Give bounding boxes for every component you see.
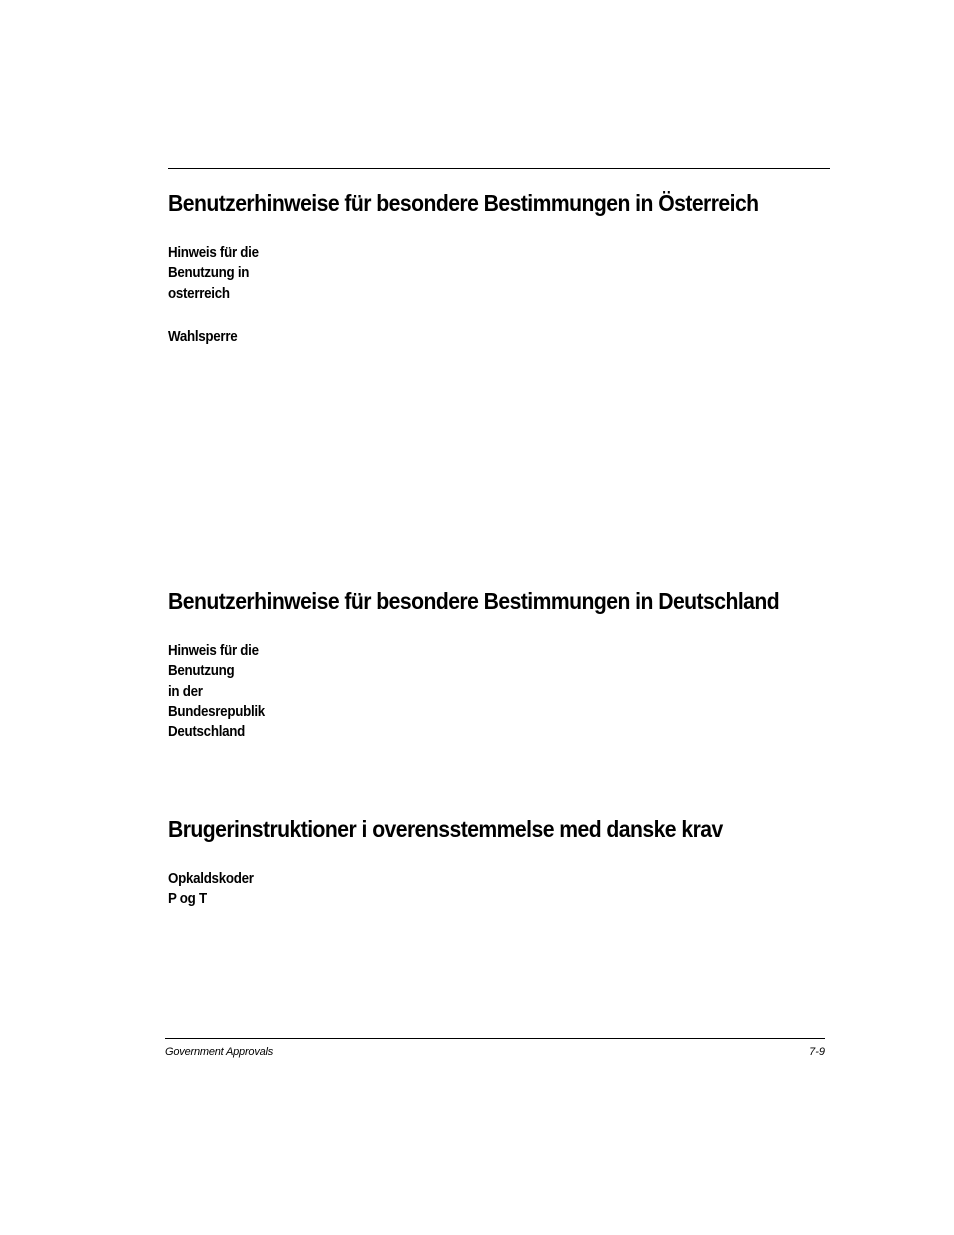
footer-page-number: 7-9 (809, 1046, 825, 1058)
top-divider (168, 168, 830, 169)
label-line: Wahlsperre (168, 329, 238, 345)
footer-divider (165, 1038, 825, 1039)
label-line: osterreich (168, 285, 230, 302)
side-label-dialing-codes (168, 869, 254, 910)
label-line: in der (168, 683, 203, 700)
side-label-wahlsperre (168, 327, 237, 347)
footer-title: Government Approvals (165, 1046, 274, 1058)
section-heading-austria: Benutzerhinweise für besondere Bestimmungen in Österreich (168, 190, 759, 216)
label-line: Benutzung in (168, 265, 250, 282)
section-heading-germany: Benutzerhinweise für besondere Bestimmungen in Deutschland (168, 588, 780, 614)
label-line: Bundesrepublik (168, 703, 265, 720)
label-line: Opkaldskoder (168, 871, 254, 887)
label-line: Hinweis für die (168, 643, 259, 659)
label-line: Benutzung (168, 663, 235, 680)
label-line: Hinweis für die (168, 245, 259, 261)
label-line: P og T (168, 891, 207, 908)
section-heading-denmark: Brugerinstruktioner i overensstemmelse med danske krav (168, 816, 723, 842)
side-label-austria-notice (168, 243, 259, 304)
label-line: Deutschland (168, 724, 246, 741)
side-label-germany-notice (168, 641, 265, 742)
